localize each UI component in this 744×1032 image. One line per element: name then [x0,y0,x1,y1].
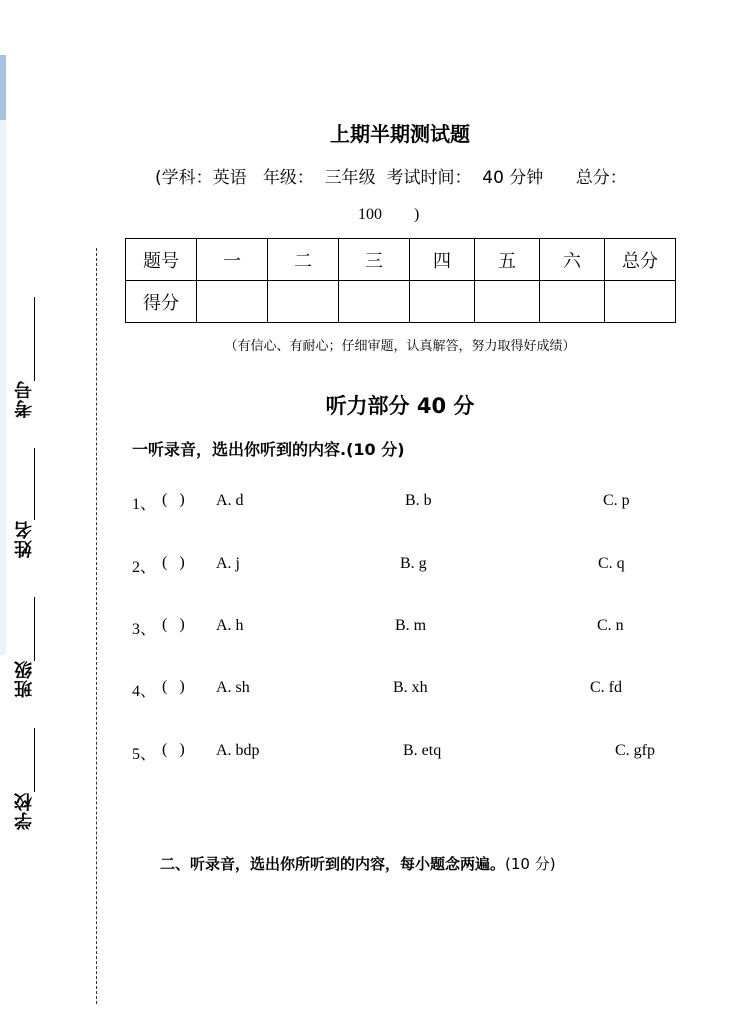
scrollbar-thumb[interactable] [0,55,6,120]
question-number: 2、 [132,559,157,576]
exam-info-line2: 100 ) [358,206,420,223]
header-cell: 六 [540,239,605,281]
score-table-score-row [126,281,676,323]
section2-title-text: 二、听录音，选出你所听到的内容，每小题念两遍。 [160,855,506,873]
header-cell: 二 [268,239,339,281]
header-cell: 题号 [126,239,197,281]
option-a: A. bdp [216,742,260,759]
header-cell: 一 [197,239,268,281]
option-a: A. j [216,555,240,572]
option-b: B. b [405,492,432,509]
option-b: B. xh [393,679,428,696]
section1-title: 一听录音，选出你听到的内容.(10 分) [132,440,405,459]
motto-text: （有信心、有耐心；仔细审题，认真解答，努力取得好成绩） [224,339,576,354]
answer-blank[interactable]: ( ) [162,678,185,695]
score-row-label: 得分 [126,281,197,323]
option-c: C. fd [590,679,622,696]
exam-number-label: 考号 [14,380,35,418]
option-b: B. m [395,617,427,634]
option-c: C. gfp [615,742,655,759]
score-cell[interactable] [268,281,339,323]
answer-blank[interactable]: ( ) [162,616,185,633]
option-a: A. h [216,617,244,634]
vertical-scrollbar[interactable] [0,55,6,655]
exam-info-line1: (学科：英语 年级： 三年级 考试时间： 40 分钟 总分： [155,168,627,188]
score-table-header-row [126,239,676,281]
part-title: 听力部分 40 分 [325,394,475,418]
class-label: 班级 [14,660,35,698]
answer-blank[interactable]: ( ) [162,491,185,508]
option-c: C. q [598,555,625,572]
answer-blank[interactable]: ( ) [162,554,185,571]
name-label: 姓名 [14,520,35,558]
question-number: 3、 [132,621,157,638]
score-cell[interactable] [410,281,475,323]
option-a: A. sh [216,679,250,696]
school-underline [34,728,35,792]
header-cell: 五 [475,239,540,281]
section2-points: (10 分) [505,855,556,873]
question-number: 1、 [132,496,157,513]
answer-blank[interactable]: ( ) [162,741,185,758]
score-table [125,238,676,323]
school-label: 学校 [14,792,35,830]
name-underline [34,448,35,520]
score-cell[interactable] [197,281,268,323]
section2-title [160,853,556,874]
header-cell: 总分 [605,239,676,281]
binding-cut-line [96,248,97,1004]
option-a: A. d [216,492,244,509]
option-c: C. n [597,617,624,634]
option-c: C. p [603,492,630,509]
score-cell[interactable] [475,281,540,323]
score-cell[interactable] [605,281,676,323]
exam-title: 上期半期测试题 [330,122,470,146]
score-cell[interactable] [540,281,605,323]
header-cell: 三 [339,239,410,281]
exam-number-underline [34,297,35,381]
score-cell[interactable] [339,281,410,323]
class-underline [34,597,35,661]
question-number: 4、 [132,683,157,700]
question-number: 5、 [132,746,157,763]
header-cell: 四 [410,239,475,281]
option-b: B. g [400,555,427,572]
option-b: B. etq [403,742,442,759]
